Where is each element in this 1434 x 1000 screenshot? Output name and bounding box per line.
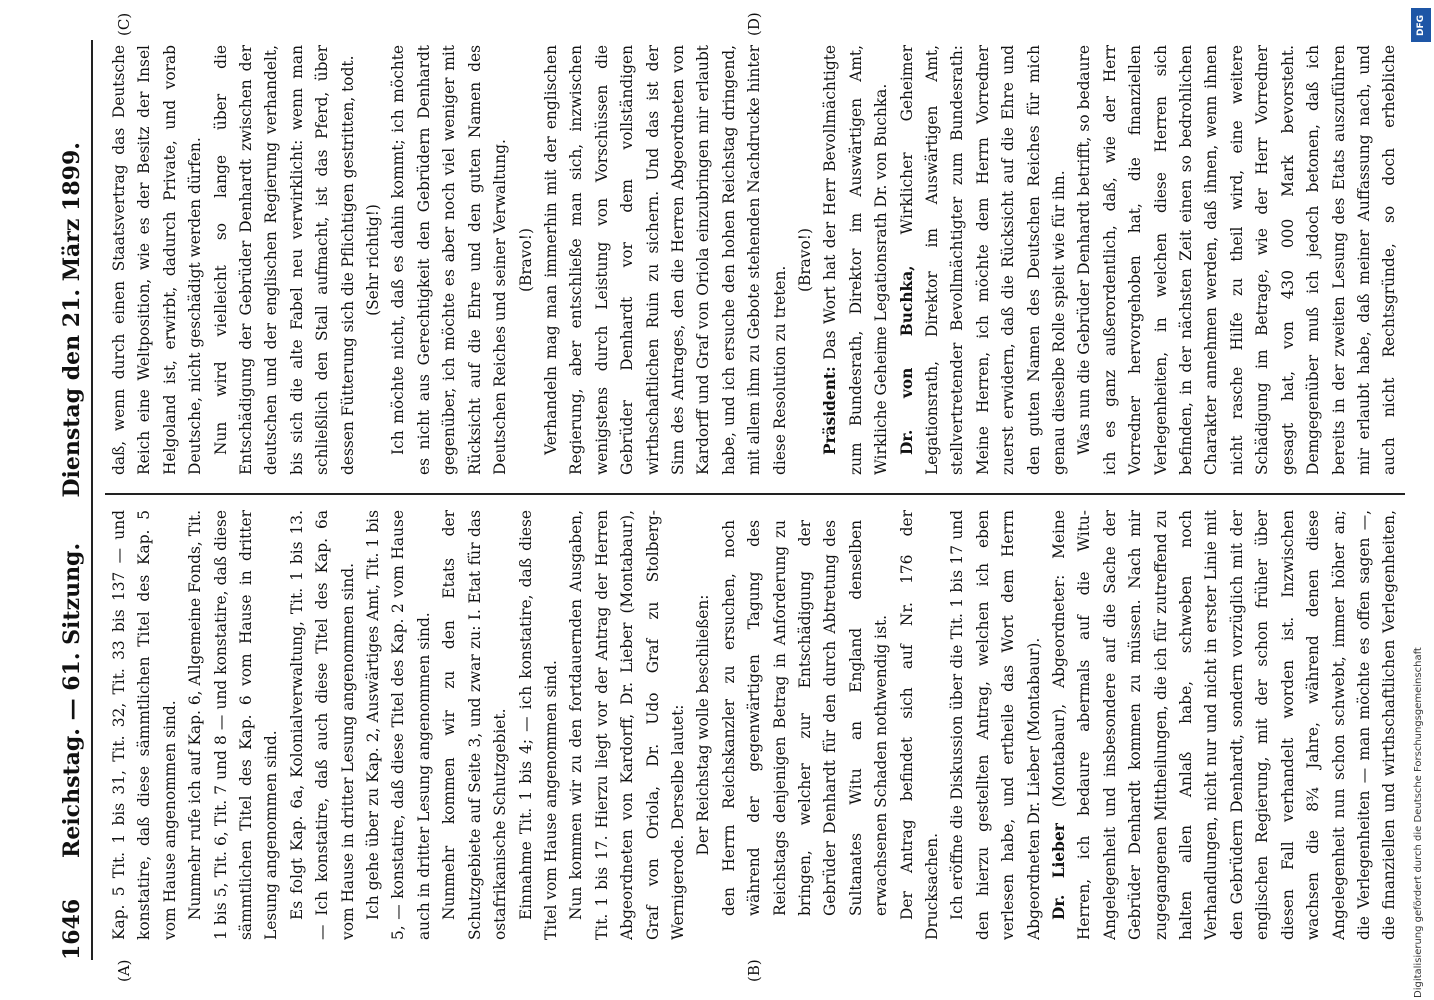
interjection: (Bravo!) (795, 228, 814, 292)
credit-text: Digitalisierung gefördert durch die Deutsche Forschungsgemeinschaft (1413, 647, 1424, 998)
session-title: Reichstag. — 61. Sitzung. (59, 542, 85, 858)
speech-lieber (1047, 510, 1407, 940)
speech-text: Wirklicher Geheimer Legationsrath, Direktor im Auswärtigen Amt, stellvertretender Bevollmächtigter zum Bundesrath: Meine Herren, ich möchte dem Herrn Vorredner zuerst erwidern, daß die Rücksicht auf die Ehre und den guten Namen des Deutschen Reiches für mich genau dieselbe Rolle spielt wie für ihn. (897, 45, 1069, 475)
right-paragraph: daß, wenn durch einen Staatsvertrag das Deutsche Reich eine Weltposition, wie es der Besitz der Insel Helgoland ist, erwirbt, dadurch Private, und vorab Deutsche, nicht geschädigt werden dürfen. (110, 45, 205, 475)
right-column (107, 45, 1407, 475)
speaker-name: Dr. von Buchka, (897, 265, 916, 455)
dfg-logo: DFG (1411, 8, 1431, 42)
document-page (55, 12, 1415, 982)
left-paragraph: Kap. 5 Tit. 1 bis 31, Tit. 32, Tit. 33 bis 137 — und konstatire, daß diese sämmtlichen Titel des Kap. 5 vom Hause angenommen sind. (110, 510, 179, 940)
running-head (55, 40, 93, 960)
interjection: (Bravo!) (516, 228, 535, 292)
statement-text: Das Wort hat der Herr Bevollmächtigte zum Bundesrath, Direktor im Auswärtigen Amt, Wirkliche Geheime Legationsrath Dr. von Buchka. (821, 45, 891, 475)
right-paragraph: Was nun die Gebrüder Denhardt betrifft, so bedaure ich es ganz außerordentlich, daß, wie der Herr Vorredner hervorgehoben hat, die finanziellen Verlegenheiten, in welchen diese Herren sich befinden, in der nächsten Zeit einen so bedrohlichen Charakter annehmen werden, daß ihnen, wenn ihnen nicht rasche Hilfe zu theil wird, eine weitere Schädigung im Betrage, wie der Herr Vorredner gesagt hat, von 430 000 Mark bevorsteht. Demgegenüber muß ich jedoch betonen, daß ich bereits in der zweiten Lesung des Etats auszuführen mir erlaubt habe, daß meiner Auffassung nach, und auch nicht Rechtsgründe, so doch erhebliche (1075, 45, 1399, 475)
right-paragraph: Nun wird vielleicht so lange über die Entschädigung der Gebrüder Denhardt zwischen der deutschen und der englischen Regierung verhandelt, bis sich die alte Fabel neu verwirklicht: wenn man schließlich den Stall aufmacht, ist das Pferd, über dessen Fütterung sich die Pflichtigen gestritten, todt. (211, 45, 357, 475)
left-paragraph: Es folgt Kap. 6a, Kolonialverwaltung, Tit. 1 bis 13. — Ich konstatire, daß auch diese Titel des Kap. 6a vom Hause in dritter Lesung angenommen sind. (287, 510, 357, 940)
left-paragraph: Nunmehr kommen wir zu den Etats der Schutzgebiete auf Seite 3, und zwar zu: I. Etat für das ostafrikanische Schutzgebiet. (440, 510, 510, 940)
left-paragraph: Der Antrag befindet sich auf Nr. 176 der Drucksachen. (897, 510, 941, 940)
president-statement (818, 45, 894, 475)
left-column (107, 510, 1407, 940)
right-paragraph: Ich möchte nicht, daß es dahin kommt; ich möchte es nicht aus Gerechtigkeit den Gebrüdern Denhardt gegenüber, ich möchte es aber noch viel weniger mit Rücksicht auf die Ehre und den guten Namen des Deutschen Reiches und seiner Verwaltung. (389, 45, 510, 475)
resolution-text: den Herrn Reichskanzler zu ersuchen, noch während der gegenwärtigen Tagung des Reichstags denjenigen Betrag in Anforderung zu bringen, welcher zur Entschädigung der Gebrüder Denhardt für den durch Abtretung des Sultanates Witu an England denselben erwachsenen Schaden nothwendig ist. (719, 520, 891, 916)
speaker-name: Präsident: (821, 366, 840, 455)
left-paragraph: Einnahme Tit. 1 bis 4; — ich konstatire, daß diese Titel vom Hause angenommen sind. (516, 510, 560, 940)
left-paragraph: Ich eröffne die Diskussion über die Tit. 1 bis 17 und den hierzu gestellten Antrag, welchen ich eben verlesen habe, und ertheile das Wort dem Herrn Abgeordneten Dr. Lieber (Montabaur). (948, 510, 1043, 940)
right-paragraph: Verhandeln mag man immerhin mit der englischen Regierung, aber entschließe man sich, inzwischen wenigstens durch Leistung von Vorschüssen die Gebrüder Denhardt vor dem vollständigen wirthschaftlichen Ruin zu sichern. Und das ist der Sinn des Antrages, den die Herren Abgeordneten von Kardorff und Graf von Oriola einzubringen mir erlaubt habe, und ich ersuche den hohen Reichstag dringend, mit allem ihm zu Gebote stehenden Nachdrucke hinter diese Resolution zu treten. (541, 45, 789, 475)
left-paragraph: Nun kommen wir zu den fortdauernden Ausgaben, Tit. 1 bis 17. Hierzu liegt vor der Antrag der Herren Abgeordneten von Kardorff, Dr. Lieber (Montabaur), Graf von Oriola, Dr. Udo Graf zu Stolberg-Wernigerode. Derselbe lautet: (567, 510, 687, 940)
speaker-name: Dr. Lieber (1050, 823, 1069, 920)
speech-text: (Montabaur), Abgeordneter: Meine Herren, ich bedaure abermals auf die Witu-Angelegenheit und insbesondere auf die Sache der Gebrüder Denhardt kommen zu müssen. Nach mir zugegangenen Mittheilungen, die ich für zutreffend zu halten allen Anlaß habe, schweben noch Verhandlungen, nicht nur und nicht in erster Linie mit den Gebrüdern Denhardt, sondern vorzüglich mit der englischen Regierung, mit der schon früher über diesen Fall verhandelt worden ist. Inzwischen wachsen die 8¾ Jahre, während denen diese Angelegenheit nun schon schwebt, immer höher an; die Verlegenheiten — man möchte es offen sagen —, die finanziellen und wirthschaftlichen Verlegenheiten, (1050, 510, 1399, 940)
margin-mark-b: (B) (745, 959, 763, 982)
margin-mark-a: (A) (115, 959, 133, 982)
interjection: (Sehr richtig!) (364, 204, 383, 316)
page-number: 1646 (59, 898, 85, 960)
digitization-credit (1411, 8, 1431, 998)
session-date: Dienstag den 21. März 1899. (59, 142, 85, 498)
left-paragraph: Nunmehr rufe ich auf Kap. 6, Allgemeine Fonds, Tit. 1 bis 5, Tit. 6, Tit. 7 und 8 — und konstatire, daß diese sämmtlichen Titel des Kap. 6 vom Hause in dritter Lesung angenommen sind. (186, 510, 281, 940)
left-paragraph: Ich gehe über zu Kap. 2, Auswärtiges Amt, Tit. 1 bis 5, — konstatire, daß diese Titel des Kap. 2 vom Hause auch in dritter Lesung angenommen sind. (364, 510, 433, 940)
margin-mark-c: (C) (115, 12, 133, 36)
margin-mark-d: (D) (745, 12, 763, 36)
speech-buchka (895, 45, 1073, 475)
column-divider (105, 493, 1405, 495)
running-title (59, 40, 85, 960)
resolution-intro: Der Reichstag wolle beschließen: (694, 594, 713, 856)
